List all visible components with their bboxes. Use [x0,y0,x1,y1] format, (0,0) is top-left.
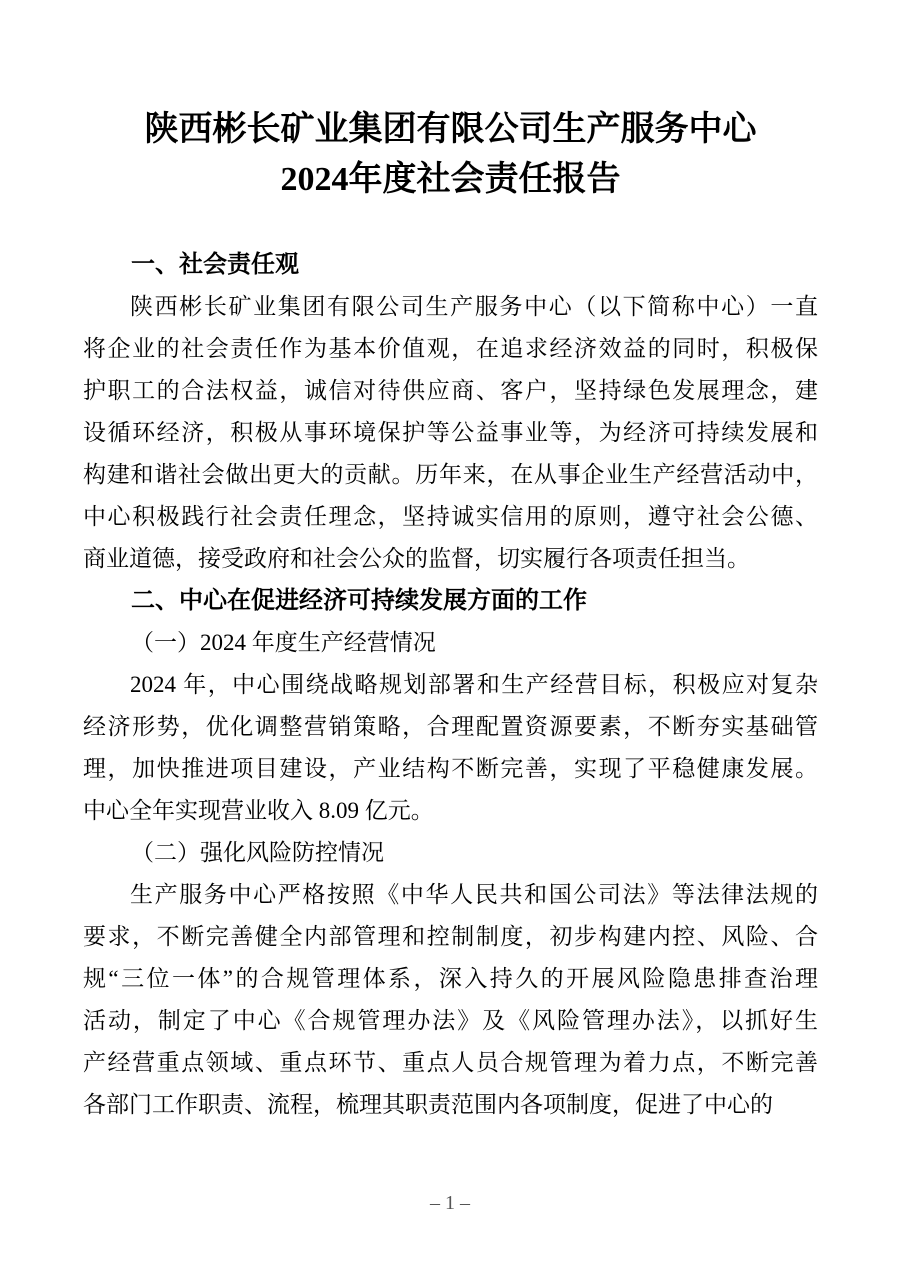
text-line: 要求，不断完善健全内部管理和控制制度，初步构建内控、风险、合 [83,924,818,949]
text-line: 中心积极践行社会责任理念，坚持诚实信用的原则，遵守社会公德、 [83,504,818,529]
document-body [83,244,818,1126]
page-number: – 1 – [430,1192,470,1214]
text-line: 理，加快推进项目建设，产业结构不断完善，实现了平稳健康发展。 [83,756,818,781]
section-heading: 一、社会责任观 [131,251,299,278]
text-line: 各部门工作职责、流程，梳理其职责范围内各项制度，促进了中心的 [83,1092,773,1117]
text-line: 经济形势，优化调整营销策略，合理配置资源要素，不断夯实基础管 [83,714,818,739]
section-heading: 二、中心在促进经济可持续发展方面的工作 [131,587,587,614]
subsection-heading: （一）2024 年度生产经营情况 [131,630,436,655]
text-line: 商业道德，接受政府和社会公众的监督，切实履行各项责任担当。 [83,546,750,571]
text-line: 构建和谐社会做出更大的贡献。历年来，在从事企业生产经营活动中， [83,462,818,487]
title-line-2: 2024年度社会责任报告 [280,161,621,198]
text-line: 将企业的社会责任作为基本价值观，在追求经济效益的同时，积极保 [83,336,818,361]
subsection-heading: （二）强化风险防控情况 [131,840,384,865]
title-line-1: 陕西彬长矿业集团有限公司生产服务中心 [144,111,757,148]
text-line: 活动，制定了中心《合规管理办法》及《风险管理办法》，以抓好生 [83,1008,818,1033]
text-line: 设循环经济，积极从事环境保护等公益事业等，为经济可持续发展和 [83,420,818,445]
text-line: 陕西彬长矿业集团有限公司生产服务中心（以下简称中心）一直 [130,294,818,319]
text-line: 产经营重点领域、重点环节、重点人员合规管理为着力点，不断完善 [83,1050,818,1075]
text-line: 2024 年，中心围绕战略规划部署和生产经营目标，积极应对复杂 [130,672,818,697]
text-line: 规“三位一体”的合规管理体系，深入持久的开展风险隐患排查治理 [83,966,818,991]
text-line: 中心全年实现营业收入 8.09 亿元。 [83,798,434,823]
text-line: 护职工的合法权益，诚信对待供应商、客户，坚持绿色发展理念，建 [83,378,818,403]
text-line: 生产服务中心严格按照《中华人民共和国公司法》等法律法规的 [130,882,818,907]
document-title [83,105,818,205]
